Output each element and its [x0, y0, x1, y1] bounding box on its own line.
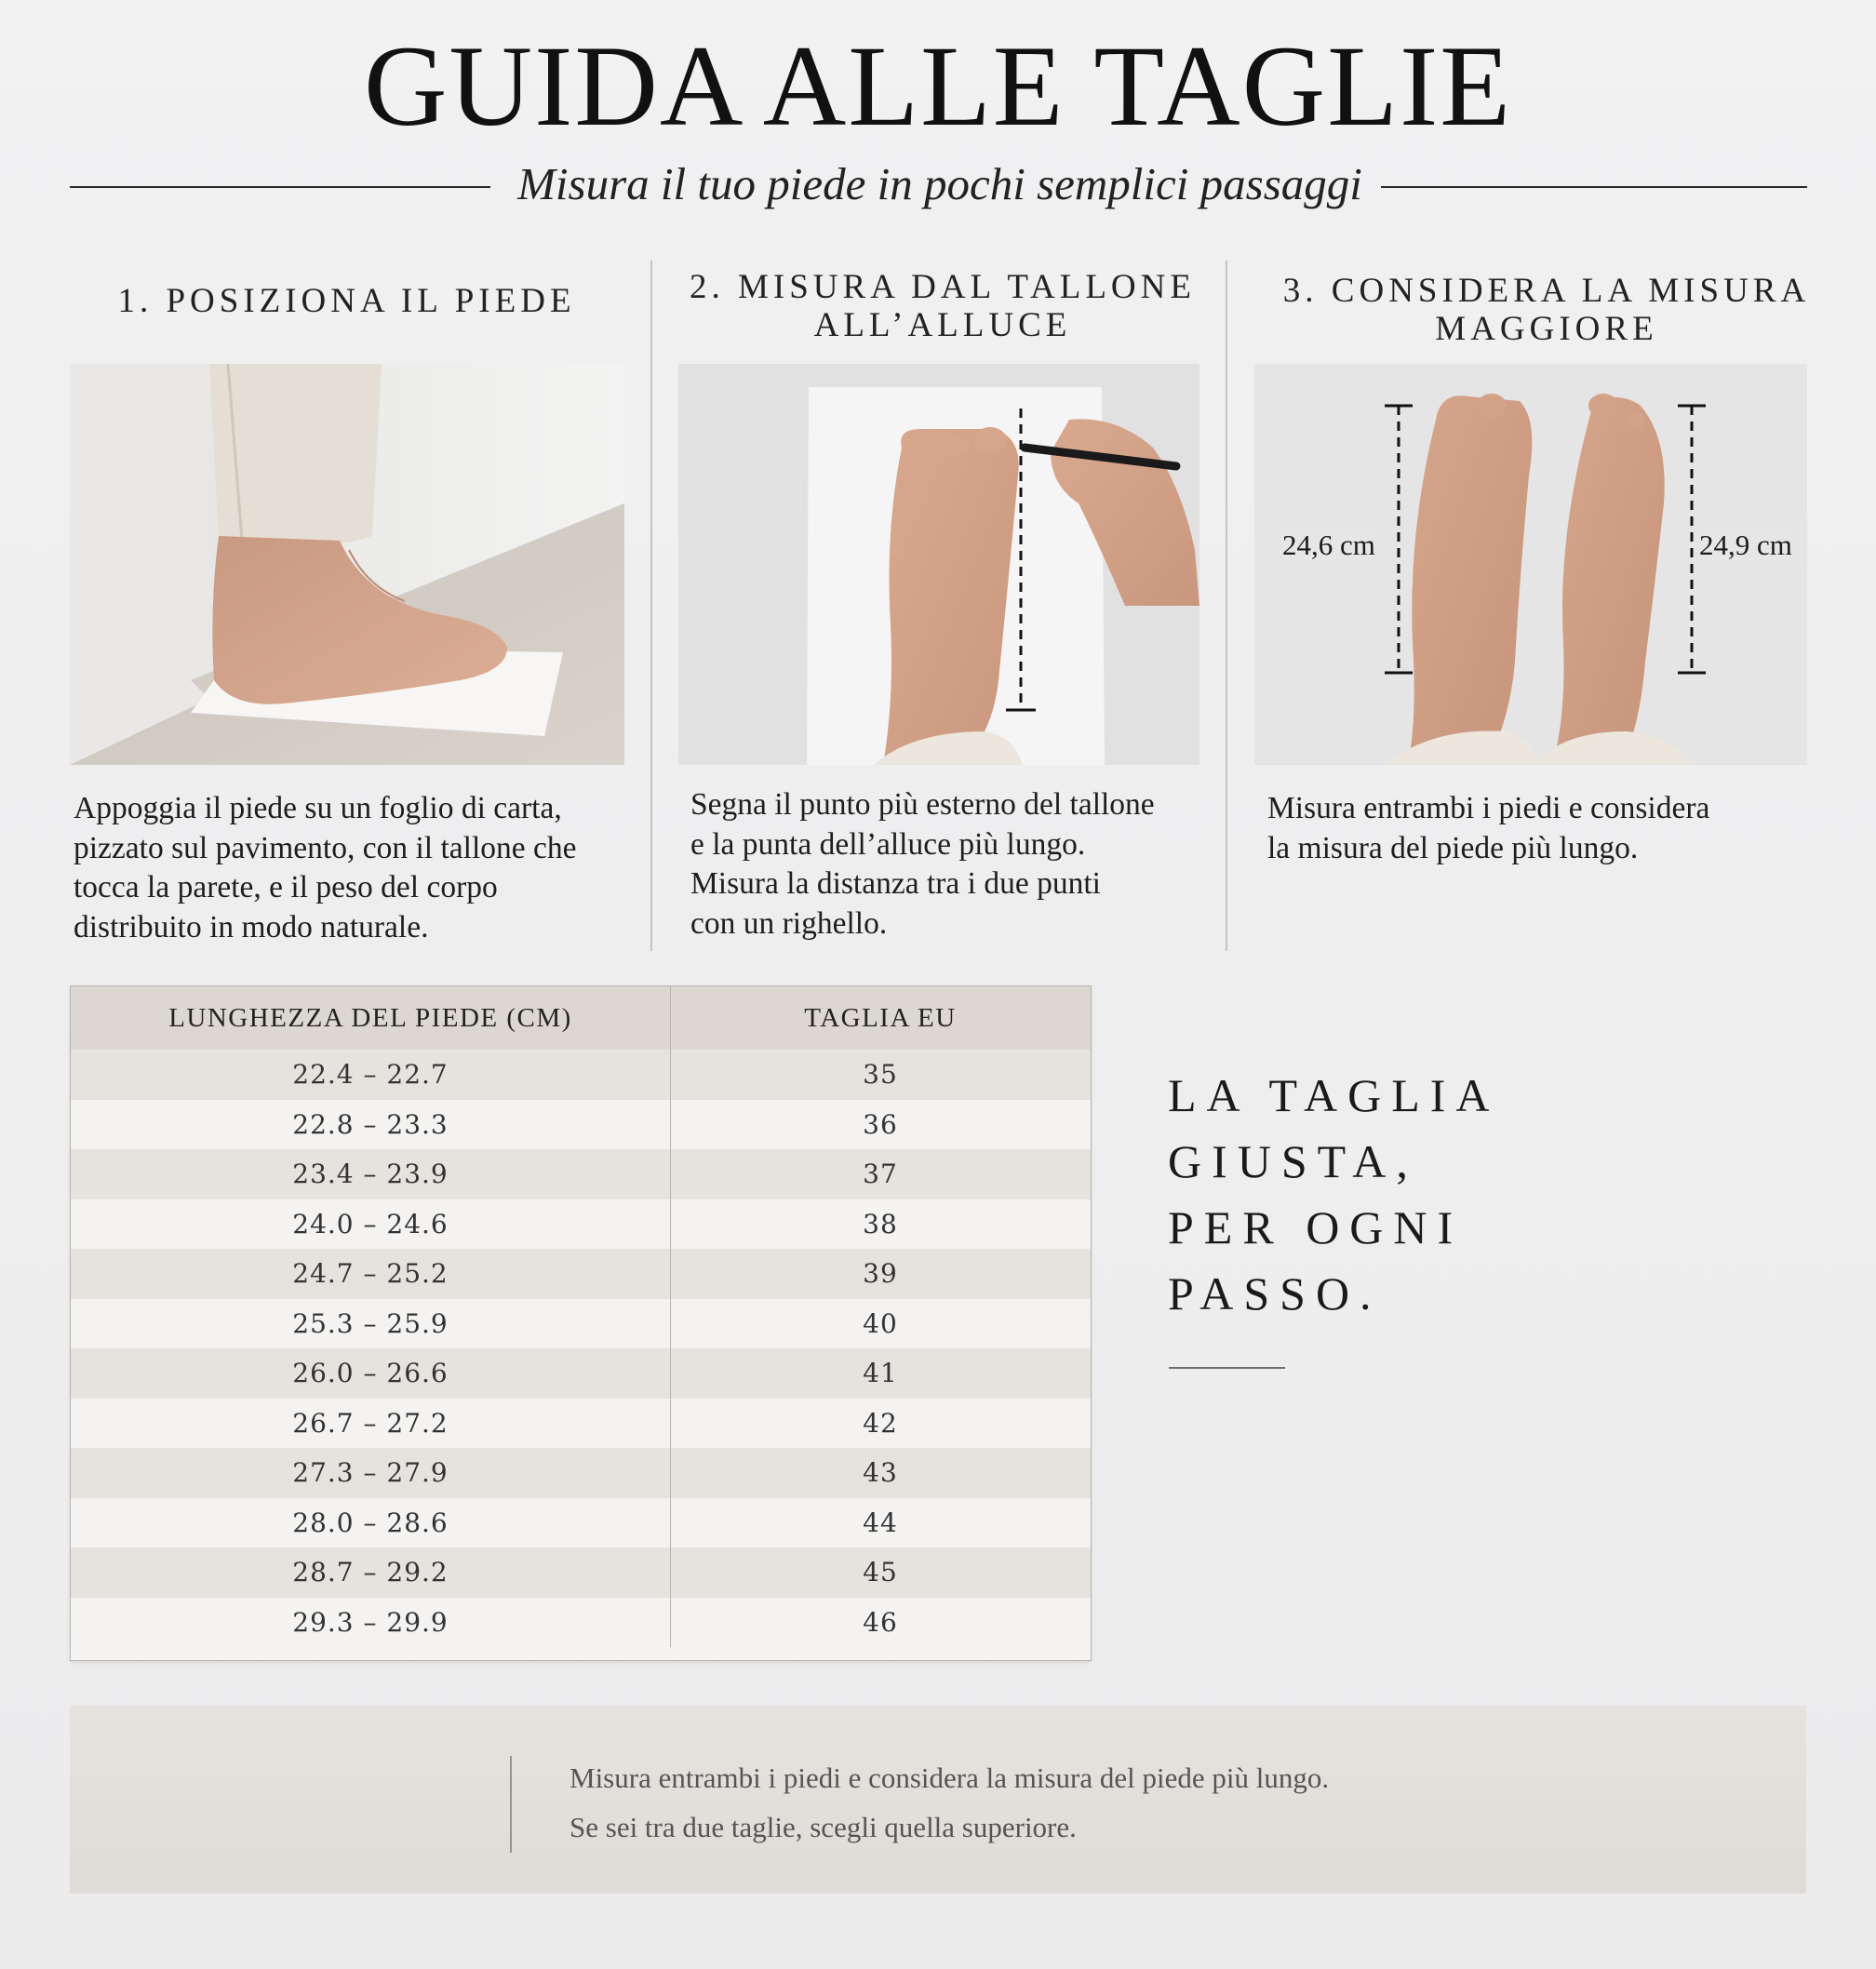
foot-length-cell: 26.7 – 27.2	[71, 1399, 671, 1449]
step-1-line: pizzato sul pavimento, con il tallone che	[74, 830, 577, 865]
eu-size-cell: 38	[863, 1208, 898, 1239]
table-row	[71, 1498, 1091, 1548]
note-line: Misura entrambi i piedi e considera la misura del piede più lungo.	[570, 1761, 1330, 1794]
table-row	[71, 1547, 1091, 1598]
table-row	[71, 1448, 1091, 1498]
foot-length-cell: 29.3 – 29.9	[71, 1598, 671, 1648]
table-row	[71, 1100, 1091, 1150]
table-row	[71, 1199, 1091, 1250]
eu-size-cell: 42	[863, 1407, 898, 1439]
step-3-description	[1267, 789, 1798, 868]
step-1-photo	[70, 364, 624, 765]
foot-length-cell: 23.4 – 23.9	[71, 1149, 671, 1199]
heel-to-toe-measure-image	[678, 364, 1199, 765]
step-3-title-line: 3. CONSIDERA LA MISURA	[1282, 272, 1811, 310]
foot-length-cell: 27.3 – 27.9	[71, 1448, 671, 1498]
tagline	[1168, 1063, 1500, 1327]
column-divider	[1226, 261, 1227, 951]
both-feet-measure-image	[1254, 364, 1807, 765]
table-row	[71, 1149, 1091, 1199]
page-subtitle: Misura il tuo piede in pochi semplici passaggi	[517, 158, 1362, 209]
step-3-title-line: MAGGIORE	[1435, 310, 1658, 348]
foot-length-cell: 22.8 – 23.3	[71, 1100, 671, 1150]
eu-size-cell: 44	[863, 1507, 898, 1538]
step-2-line: e la punta dell’alluce più lungo.	[690, 826, 1086, 862]
eu-size-cell: 45	[863, 1557, 898, 1588]
foot-length-cell: 24.7 – 25.2	[71, 1249, 671, 1299]
measure-label-left: 24,6 cm	[1282, 529, 1375, 561]
eu-size-cell: 46	[863, 1606, 898, 1638]
eu-size-cell: 36	[863, 1108, 898, 1140]
note-line: Se sei tra due taglie, scegli quella superiore.	[570, 1811, 1077, 1843]
subtitle-divider-left	[70, 186, 490, 188]
table-row	[71, 1249, 1091, 1299]
step-2-title-line: ALL’ALLUCE	[813, 306, 1072, 344]
eu-size-cell: 41	[863, 1358, 898, 1389]
step-2-line: Segna il punto più esterno del tallone	[690, 787, 1155, 822]
step-1-description	[74, 789, 632, 947]
table-row	[71, 1348, 1091, 1399]
table-row	[71, 1399, 1091, 1449]
tagline-line: PASSO.	[1168, 1267, 1382, 1319]
eu-size-cell: 43	[863, 1457, 898, 1489]
step-3-photo	[1254, 364, 1807, 765]
measure-label-right: 24,9 cm	[1699, 529, 1792, 561]
tagline-line: LA TAGLIA	[1168, 1069, 1500, 1121]
eu-size-cell: 35	[863, 1059, 898, 1091]
step-1-title: 1. POSIZIONA IL PIEDE	[117, 282, 576, 320]
table-header	[71, 986, 1091, 1050]
note-accent-bar	[510, 1756, 512, 1853]
foot-against-wall-image	[70, 364, 624, 765]
step-1-line: Appoggia il piede su un foglio di carta,	[74, 791, 562, 825]
table-body	[71, 1050, 1091, 1647]
table-row	[71, 1598, 1091, 1648]
foot-length-cell: 22.4 – 22.7	[71, 1050, 671, 1100]
size-table	[70, 985, 1092, 1661]
step-2-line: Misura la distanza tra i due punti	[690, 866, 1101, 901]
table-row	[71, 1299, 1091, 1349]
eu-size-cell: 37	[863, 1159, 898, 1190]
step-3-line: Misura entrambi i piedi e considera	[1267, 791, 1710, 825]
foot-length-cell: 24.0 – 24.6	[71, 1199, 671, 1250]
tagline-underline	[1169, 1367, 1285, 1369]
column-divider	[650, 261, 652, 951]
header-eu-size: TAGLIA EU	[804, 1002, 957, 1033]
header-foot-length: LUNGHEZZA DEL PIEDE (CM)	[71, 986, 671, 1050]
foot-length-cell: 26.0 – 26.6	[71, 1348, 671, 1399]
foot-length-cell: 28.7 – 29.2	[71, 1547, 671, 1598]
table-row	[71, 1050, 1091, 1100]
eu-size-cell: 40	[863, 1307, 898, 1339]
step-1-line: distribuito in modo naturale.	[74, 909, 429, 944]
tagline-line: PER OGNI	[1168, 1201, 1464, 1253]
step-2-title	[677, 268, 1208, 344]
step-3-title	[1277, 272, 1816, 348]
step-2-description	[690, 785, 1212, 944]
step-1-line: tocca la parete, e il peso del corpo	[74, 870, 498, 904]
foot-length-cell: 28.0 – 28.6	[71, 1498, 671, 1548]
note-box	[70, 1706, 1806, 1894]
step-2-photo	[678, 364, 1199, 765]
subtitle-divider-right	[1381, 186, 1807, 188]
step-2-title-line: 2. MISURA DAL TALLONE	[690, 268, 1196, 306]
eu-size-cell: 39	[863, 1258, 898, 1290]
foot-length-cell: 25.3 – 25.9	[71, 1299, 671, 1349]
step-2-line: con un righello.	[690, 905, 888, 941]
step-3-line: la misura del piede più lungo.	[1267, 830, 1639, 865]
page-title: GUIDA ALLE TAGLIE	[363, 22, 1513, 150]
tagline-line: GIUSTA,	[1168, 1135, 1418, 1187]
